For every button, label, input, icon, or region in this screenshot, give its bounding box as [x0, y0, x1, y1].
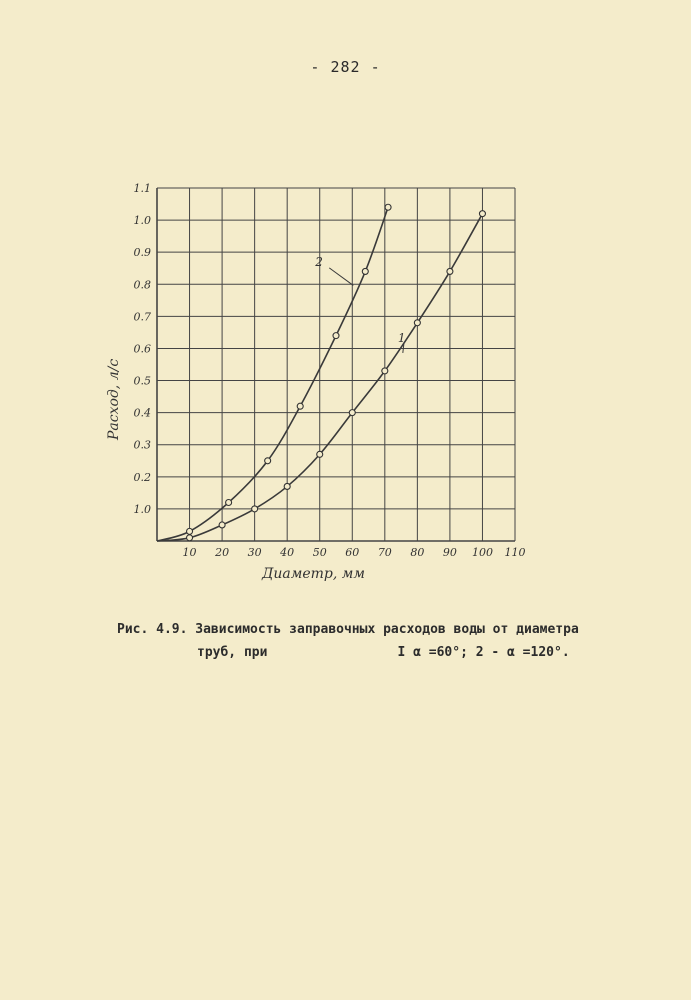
curve-labels — [314, 255, 405, 353]
series-2-point — [226, 499, 232, 505]
series-2-point — [362, 268, 368, 274]
x-tick-label: 80 — [410, 546, 425, 559]
grid — [157, 188, 515, 541]
series-2-point — [333, 333, 339, 339]
y-axis-label: Расход, л/с — [106, 358, 122, 440]
x-tick-label: 20 — [215, 546, 230, 559]
page-number: - 282 - — [310, 58, 381, 76]
series-2-label: 2 — [315, 254, 323, 269]
series-2-point — [265, 458, 271, 464]
series-1-point — [187, 535, 193, 541]
series-1-point — [414, 320, 420, 326]
series-1-point — [349, 410, 355, 416]
y-tick-label: 1.0 — [133, 502, 151, 516]
series-1-point — [479, 211, 485, 217]
x-tick-label: 100 — [471, 546, 493, 559]
series-2-point — [385, 204, 391, 210]
x-tick-label: 10 — [182, 546, 197, 559]
y-tick-label: 0.6 — [133, 342, 151, 356]
caption-line-2-end: I α =60°; 2 - α =120°. — [397, 645, 570, 660]
caption-line-1: Рис. 4.9. Зависимость заправочных расходов воды от диаметра — [117, 622, 579, 637]
series-2-point — [297, 403, 303, 409]
y-tick-label: 1.1 — [133, 182, 151, 195]
x-tick-label: 110 — [504, 546, 526, 559]
y-tick-label: 0.4 — [133, 406, 151, 420]
x-tick-label: 50 — [312, 546, 327, 559]
tick-labels — [134, 182, 526, 559]
series-1-label: 1 — [397, 331, 406, 346]
series-2-point — [187, 528, 193, 534]
caption-line-2 — [117, 641, 637, 664]
y-tick-label: 1.0 — [133, 214, 151, 228]
x-tick-label: 30 — [247, 546, 262, 559]
series-1-point — [317, 451, 323, 457]
series-1-point — [382, 368, 388, 374]
x-tick-label: 90 — [442, 546, 457, 559]
y-tick-label: 0.8 — [133, 278, 151, 292]
series-1-point — [252, 506, 258, 512]
x-tick-label: 40 — [280, 546, 295, 559]
series-1-point — [219, 522, 225, 528]
x-tick-label: 60 — [345, 546, 360, 559]
series-2-leader-line — [329, 268, 353, 286]
y-tick-label: 0.9 — [133, 246, 151, 260]
caption-line-2-start: труб, при — [197, 645, 268, 660]
series-2-line — [157, 207, 388, 541]
y-tick-label: 0.7 — [133, 310, 151, 324]
y-tick-label: 0.3 — [133, 438, 151, 452]
y-tick-label: 0.2 — [133, 470, 151, 484]
x-axis-label: Диаметр, мм — [262, 566, 365, 582]
x-tick-label: 70 — [377, 546, 392, 559]
y-tick-label: 0.5 — [133, 374, 151, 388]
figure-caption — [117, 618, 637, 664]
series-1-point — [447, 268, 453, 274]
series-1-point — [284, 483, 290, 489]
